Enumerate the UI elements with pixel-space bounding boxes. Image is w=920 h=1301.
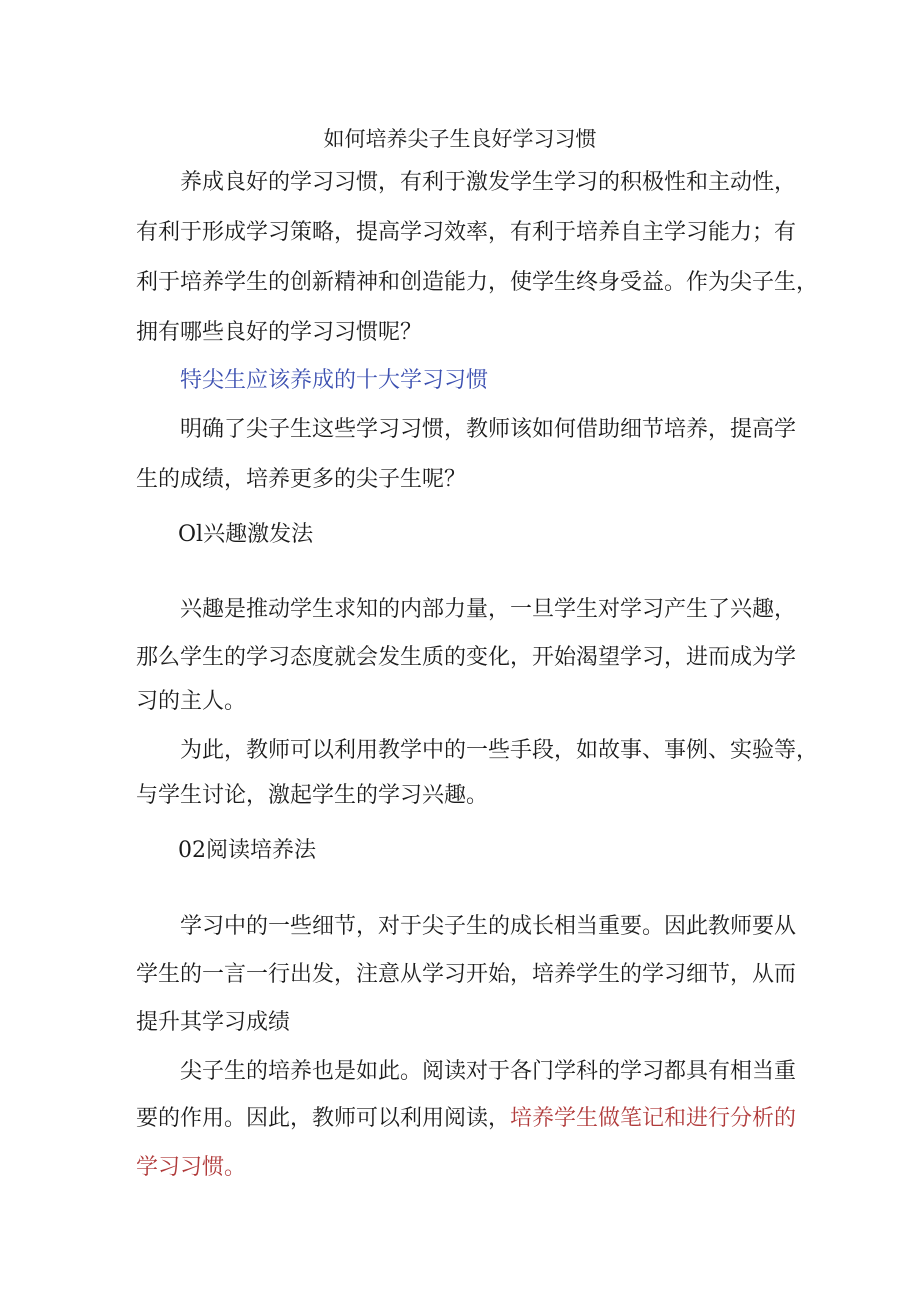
paragraph-5-line-3: 提升其学习成绩 [136,1010,291,1035]
paragraph-1-line-3: 利于培养学生的创新精神和创造能力，使学生终身受益。作为尖子生， [136,270,819,295]
paragraph-2-line-2: 生的成绩，培养更多的尖子生呢？ [136,467,467,492]
paragraph-4-line-2: 与学生讨论，激起学生的学习兴趣。 [136,783,489,808]
paragraph-1-line-1: 养成良好的学习习惯，有利于激发学生学习的积极性和主动性， [180,170,797,195]
paragraph-5-line-2: 学生的一言一行出发，注意从学习开始，培养学生的学习细节，从而 [136,962,797,987]
paragraph-3-line-2: 那么学生的学习态度就会发生质的变化，开始渴望学习，进而成为学 [136,645,797,670]
section-heading-1: Ol兴趣激发法 [178,522,314,547]
paragraph-6-line-3: 学习习惯。 [136,1155,247,1180]
paragraph-4-line-1: 为此，教师可以利用教学中的一些手段，如故事、事例、实验等， [180,738,819,763]
highlighted-text: 培养学生做笔记和进行分析的 [510,1106,797,1131]
paragraph-3-line-3: 习的主人。 [136,689,247,714]
paragraph-1-line-4: 拥有哪些良好的学习习惯呢？ [136,320,423,345]
paragraph-6-line-1: 尖子生的培养也是如此。阅读对于各门学科的学习都具有相当重 [180,1059,797,1084]
section-heading-2: 02阅读培养法 [178,838,316,863]
habits-link[interactable]: 特尖生应该养成的十大学习习惯 [180,368,489,393]
paragraph-6-line-2-text: 要的作用。因此，教师可以利用阅读， [136,1106,511,1131]
paragraph-5-line-1: 学习中的一些细节，对于尖子生的成长相当重要。因此教师要从 [180,914,797,939]
paragraph-3-line-1: 兴趣是推动学生求知的内部力量，一旦学生对学习产生了兴趣， [180,597,797,622]
document-title: 如何培养尖子生良好学习习惯 [323,127,597,151]
paragraph-2-line-1: 明确了尖子生这些学习习惯，教师该如何借助细节培养，提高学 [180,417,797,442]
paragraph-6-line-2 [136,1104,796,1134]
paragraph-1-line-2: 有利于形成学习策略，提高学习效率，有利于培养自主学习能力；有 [136,220,797,245]
